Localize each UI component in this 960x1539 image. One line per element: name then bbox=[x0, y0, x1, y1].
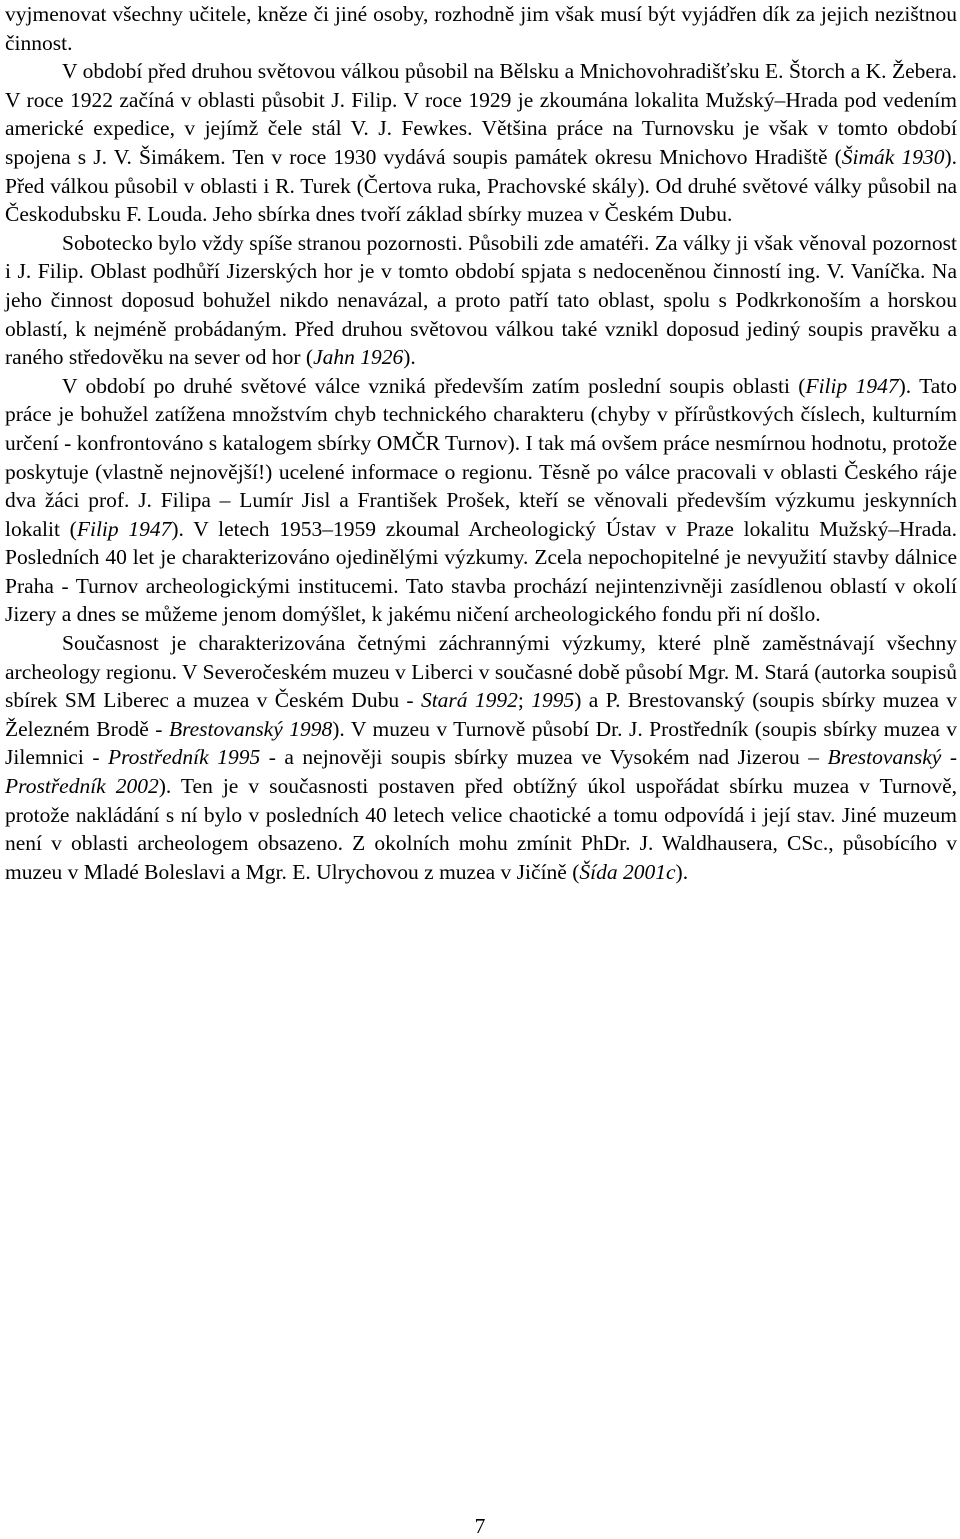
body-text: Současnost je charakterizována četnými záchrannými výzkumy, které plně zaměstnávají všechny archeology regionu. V Severočeském muzeu v Liberci v současné době působí Mgr. M. Stará (autorka soupisů sbírek SM Liberec a muzea v Českém Dubu - bbox=[5, 631, 957, 713]
citation-text: Šída 2001c bbox=[579, 859, 676, 884]
body-text: V období po druhé světové válce vzniká především zatím poslední soupis oblasti ( bbox=[62, 373, 806, 398]
citation-text: Brestovanský 1998 bbox=[168, 716, 333, 741]
body-text: ). bbox=[403, 345, 416, 370]
body-text: ). Tato práce je bohužel zatížena množstvím chyb technického charakteru (chyby v přírůstkových číslech, kulturním určení - konfrontováno s katalogem sbírky OMČR Turnov). I tak má ovšem práce nesmírnou hodnotu, protože poskytuje (vlastně nejnovější!) ucelené informace o regionu. Těsně po válce pracovali v oblasti Českého ráje dva žáci prof. J. Filipa – Lumír Jisl a František Prošek, kteří se věnovali především výzkumu jeskynních lokalit ( bbox=[5, 373, 957, 541]
paragraph-present bbox=[5, 629, 957, 886]
citation-text: 1995 bbox=[531, 688, 575, 713]
paragraph-post-war bbox=[5, 372, 957, 629]
body-text: Sobotecko bylo vždy spíše stranou pozornosti. Působili zde amatéři. Za války ji však věnoval pozornost i J. Filip. Oblast podhůří Jizerských hor je v tomto období spjata s nedoceněnou činností ing. V. Vaníčka. Na jeho činnost doposud bohužel nikdo nenavázal, a proto patří tato oblast, spolu s Podkrkonoším a horskou oblastí, k nejméně probádaným. Před druhou světovou válkou také vznikl doposud jediný soupis pravěku a raného středověku na sever od hor ( bbox=[5, 230, 957, 370]
paragraph-sobotecko bbox=[5, 229, 957, 372]
citation-text: Filip 1947 bbox=[76, 516, 172, 541]
body-text: ). V muzeu v Turnově působí Dr. J. Prostředník (soupis sbírky muzea v Jilemnici - bbox=[5, 716, 958, 770]
page-number: 7 bbox=[474, 1514, 486, 1538]
citation-text: Filip 1947 bbox=[805, 373, 899, 398]
citation-text: Šimák 1930 bbox=[841, 144, 945, 169]
document-page bbox=[5, 0, 957, 886]
citation-text: Prostředník 1995 bbox=[107, 745, 261, 770]
body-text: vyjmenovat všechny učitele, kněze či jiné osoby, rozhodně jim však musí být vyjádřen dík za jejich nezištnou činnost. bbox=[5, 2, 957, 55]
body-text: ; bbox=[517, 688, 532, 713]
body-text: ). Před válkou působil v oblasti i R. Turek (Čertova ruka, Prachovské skály). Od druhé světové války působil na Českodubsku F. Louda. Jeho sbírka dnes tvoří základ sbírky muzea v Českém Dubu. bbox=[5, 144, 957, 227]
body-text: V období před druhou světovou válkou působil na Bělsku a Mnichovohradišťsku E. Štorch a K. Žebera. V roce 1922 začíná v oblasti působit J. Filip. V roce 1929 je zkoumána lokalita Mužský–Hrada pod vedením americké expedice, v jejímž čele stál V. J. Fewkes. Většina práce na Turnovsku je však v tomto období spojena s J. V. Šimákem. Ten v roce 1930 vydává soupis památek okresu Mnichovo Hradiště ( bbox=[5, 59, 957, 169]
paragraph-intro bbox=[5, 0, 957, 57]
body-text: ). Ten je v současnosti postaven před obtížný úkol uspořádat sbírku muzea v Turnově, protože nakládání s ní bylo v posledních 40 letech velice chaotické a tomu odpovídá i její stav. Jiné muzeum není v oblasti archeologem obsazeno. Z okolních mohu zmínit PhDr. J. Waldhausera, CSc., působícího v muzeu v Mladé Boleslavi a Mgr. E. Ulrychovou z muzea v Jičíně ( bbox=[5, 774, 957, 884]
body-text: - a nejnověji soupis sbírky muzea ve Vysokém nad Jizerou – bbox=[260, 745, 828, 770]
body-text: ) a P. Brestovanský (soupis sbírky muzea v Železném Brodě - bbox=[5, 688, 958, 741]
body-text: ). bbox=[675, 859, 689, 884]
body-text: ). V letech 1953–1959 zkoumal Archeologický Ústav v Praze lokalitu Mužský–Hrada. Posledních 40 let je charakterizováno ojedinělými výzkumy. Zcela nepochopitelné je nevyužití stavby dálnice Praha - Turnov archeologickými institucemi. Tato stavba prochází nejintenzivněji zasídlenou oblastí v okolí Jizery a dnes se můžeme jenom domýšlet, k jakému ničení archeologického fondu při ní došlo. bbox=[5, 516, 957, 627]
citation-text: Stará 1992 bbox=[420, 688, 518, 713]
citation-text: Jahn 1926 bbox=[313, 345, 404, 370]
citation-text: Brestovanský - Prostředník 2002 bbox=[5, 745, 958, 799]
paragraph-pre-war bbox=[5, 57, 957, 229]
